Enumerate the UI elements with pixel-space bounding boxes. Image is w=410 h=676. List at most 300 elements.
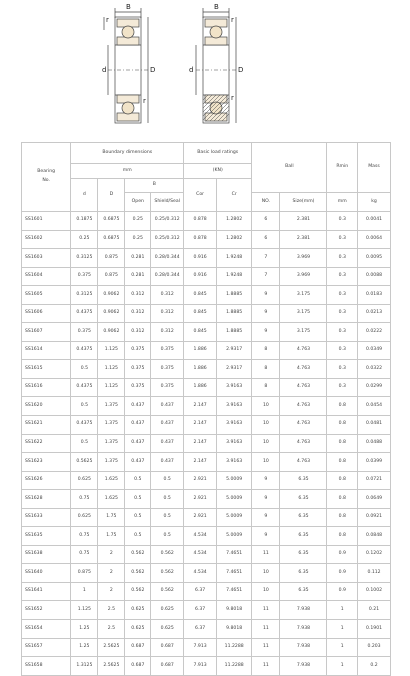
bearing-cell: SS1604 <box>22 267 71 286</box>
bearing-cell: SS1638 <box>22 545 71 564</box>
right-width-label: B <box>214 3 219 11</box>
d-cell: 0.4375 <box>71 341 98 360</box>
mass-cell: 0.0921 <box>358 508 391 527</box>
cr-cell: 7.4651 <box>217 545 252 564</box>
shield-cell: 0.625 <box>151 620 184 639</box>
cr-cell: 1.9248 <box>217 267 252 286</box>
d-cell: 0.4375 <box>71 304 98 323</box>
cor-cell: 2.921 <box>184 471 217 490</box>
cr-cell: 11.2288 <box>217 638 252 657</box>
bearing-cell: SS1615 <box>22 360 71 379</box>
ball-bottom <box>122 102 134 114</box>
ball-no-cell: 8 <box>252 360 280 379</box>
rmin-unit-header: mm <box>327 193 358 212</box>
shield-header: Shield/Seal <box>151 193 184 212</box>
boundary-header: Boundary dimensions <box>71 143 184 164</box>
d-cell: 0.5625 <box>71 453 98 472</box>
cor-cell: 0.916 <box>184 267 217 286</box>
bearing-cell: SS1614 <box>22 341 71 360</box>
cor-cell: 2.147 <box>184 397 217 416</box>
cor-cell: 4.534 <box>184 527 217 546</box>
bearing-cell: SS1601 <box>22 212 71 231</box>
ball-size-cell: 7.938 <box>280 601 327 620</box>
cor-cell: 6.37 <box>184 620 217 639</box>
D-cell: 2.5 <box>98 620 125 639</box>
d-cell: 0.3125 <box>71 286 98 305</box>
rmin-cell: 0.3 <box>327 212 358 231</box>
d-cell: 0.375 <box>71 323 98 342</box>
open-header: Open <box>125 193 151 212</box>
table-row <box>22 564 391 583</box>
mass-cell: 0.0349 <box>358 341 391 360</box>
ball-size-cell: 7.938 <box>280 638 327 657</box>
table-row <box>22 601 391 620</box>
shield-cell: 0.25/0.312 <box>151 212 184 231</box>
table-row <box>22 267 391 286</box>
ball-size-cell: 7.938 <box>280 657 327 676</box>
ball-size-cell: 2.381 <box>280 230 327 249</box>
shield-cell: 0.625 <box>151 601 184 620</box>
d-header: d <box>71 179 98 212</box>
mass-cell: 0.0064 <box>358 230 391 249</box>
shield-cell: 0.5 <box>151 508 184 527</box>
ball-size-cell: 3.175 <box>280 286 327 305</box>
bearing-cell: SS1603 <box>22 249 71 268</box>
bearing-cell: SS1621 <box>22 416 71 435</box>
ball-no-cell: 11 <box>252 620 280 639</box>
d-cell: 0.5 <box>71 360 98 379</box>
mass-unit-header: kg <box>358 193 391 212</box>
d-cell: 0.75 <box>71 527 98 546</box>
mass-cell: 0.1901 <box>358 620 391 639</box>
load-unit-header: (KN) <box>184 164 252 179</box>
cor-cell: 7.913 <box>184 638 217 657</box>
mass-cell: 0.0848 <box>358 527 391 546</box>
bearing-cell: SS1652 <box>22 601 71 620</box>
table-row <box>22 453 391 472</box>
bearing-cell: SS1640 <box>22 564 71 583</box>
shield-cell: 0.437 <box>151 434 184 453</box>
cor-cell: 4.534 <box>184 545 217 564</box>
d-cell: 0.75 <box>71 545 98 564</box>
D-cell: 2.5 <box>98 601 125 620</box>
cor-cell: 2.921 <box>184 508 217 527</box>
boundary-unit-header: mm <box>71 164 184 179</box>
open-cell: 0.687 <box>125 657 151 676</box>
D-cell: 1.125 <box>98 341 125 360</box>
shield-cell: 0.437 <box>151 453 184 472</box>
open-cell: 0.437 <box>125 416 151 435</box>
rmin-cell: 0.8 <box>327 416 358 435</box>
rmin-cell: 1 <box>327 657 358 676</box>
D-cell: 0.6875 <box>98 230 125 249</box>
ball-no-cell: 9 <box>252 286 280 305</box>
rmin-cell: 0.8 <box>327 490 358 509</box>
D-cell: 1.75 <box>98 508 125 527</box>
table-row <box>22 323 391 342</box>
shield-cell: 0.312 <box>151 304 184 323</box>
left-width-label: B <box>126 3 131 11</box>
open-cell: 0.5 <box>125 471 151 490</box>
open-cell: 0.5 <box>125 527 151 546</box>
no-header-label: No. <box>42 178 50 184</box>
bearing-cell: SS1606 <box>22 304 71 323</box>
open-cell: 0.562 <box>125 564 151 583</box>
mass-cell: 0.21 <box>358 601 391 620</box>
table-row <box>22 657 391 676</box>
open-cell: 0.281 <box>125 249 151 268</box>
open-cell: 0.375 <box>125 360 151 379</box>
D-cell: 1.375 <box>98 453 125 472</box>
ball-size-cell: 3.175 <box>280 323 327 342</box>
cor-cell: 7.913 <box>184 657 217 676</box>
load-header: Basic load ratings <box>184 143 252 164</box>
bearing-cell: SS1607 <box>22 323 71 342</box>
open-cell: 0.312 <box>125 286 151 305</box>
mass-cell: 0.112 <box>358 564 391 583</box>
rmin-cell: 1 <box>327 638 358 657</box>
ball-size-cell: 4.763 <box>280 341 327 360</box>
open-cell: 0.25 <box>125 230 151 249</box>
cor-cell: 0.845 <box>184 304 217 323</box>
open-cell: 0.437 <box>125 453 151 472</box>
d-cell: 0.4375 <box>71 378 98 397</box>
bearing-drawings <box>0 0 410 138</box>
cr-cell: 9.8018 <box>217 620 252 639</box>
ball-size-cell: 6.35 <box>280 545 327 564</box>
ball-no-cell: 9 <box>252 471 280 490</box>
d-cell: 0.25 <box>71 230 98 249</box>
bearing-cell: SS1628 <box>22 490 71 509</box>
right-outer-label: D <box>238 66 244 74</box>
open-cell: 0.437 <box>125 434 151 453</box>
ball-no-cell: 10 <box>252 397 280 416</box>
mass-cell: 0.0095 <box>358 249 391 268</box>
open-cell: 0.375 <box>125 378 151 397</box>
cor-cell: 1.886 <box>184 341 217 360</box>
D-cell: 2 <box>98 564 125 583</box>
ball-size-cell: 2.381 <box>280 212 327 231</box>
D-cell: 0.875 <box>98 267 125 286</box>
table-row <box>22 471 391 490</box>
shield-cell: 0.375 <box>151 378 184 397</box>
bearing-cell: SS1622 <box>22 434 71 453</box>
ball-top <box>122 26 134 38</box>
cor-cell: 2.921 <box>184 490 217 509</box>
bearing-spec-table <box>21 142 391 676</box>
cr-cell: 5.0009 <box>217 490 252 509</box>
bearing-cell: SS1633 <box>22 508 71 527</box>
open-cell: 0.437 <box>125 397 151 416</box>
mass-cell: 0.0322 <box>358 360 391 379</box>
mass-cell: 0.2 <box>358 657 391 676</box>
d-cell: 0.4375 <box>71 416 98 435</box>
right-radius-label-2: r <box>231 94 234 102</box>
ball-no-cell: 11 <box>252 638 280 657</box>
bearing-cell: SS1641 <box>22 582 71 601</box>
d-cell: 1.25 <box>71 620 98 639</box>
table-row <box>22 212 391 231</box>
rmin-cell: 1 <box>327 601 358 620</box>
rmin-cell: 1 <box>327 620 358 639</box>
cor-header: Cor <box>184 179 217 212</box>
bearing-cell: SS1605 <box>22 286 71 305</box>
left-bore-label: d <box>102 66 107 74</box>
D-cell: 1.375 <box>98 397 125 416</box>
left-outer-label: D <box>150 66 156 74</box>
rmin-cell: 0.8 <box>327 434 358 453</box>
cor-cell: 0.845 <box>184 286 217 305</box>
bearing-cell: SS1616 <box>22 378 71 397</box>
cr-cell: 2.9317 <box>217 360 252 379</box>
D-cell: 1.375 <box>98 416 125 435</box>
D-cell: 1.625 <box>98 471 125 490</box>
cor-cell: 1.886 <box>184 360 217 379</box>
cr-cell: 7.4651 <box>217 582 252 601</box>
ball-size-header: Size(mm) <box>280 193 327 212</box>
mass-cell: 0.0488 <box>358 434 391 453</box>
table-row <box>22 638 391 657</box>
mass-cell: 0.1202 <box>358 545 391 564</box>
table-row <box>22 230 391 249</box>
D-cell: 0.9062 <box>98 286 125 305</box>
ball-size-cell: 4.763 <box>280 360 327 379</box>
cr-cell: 3.9163 <box>217 453 252 472</box>
mass-cell: 0.0399 <box>358 453 391 472</box>
ball-no-cell: 7 <box>252 249 280 268</box>
ball-size-cell: 4.763 <box>280 453 327 472</box>
shield-cell: 0.437 <box>151 416 184 435</box>
open-cell: 0.687 <box>125 638 151 657</box>
ball-size-cell: 6.35 <box>280 582 327 601</box>
mass-cell: 0.0721 <box>358 471 391 490</box>
table-row <box>22 582 391 601</box>
table-row <box>22 397 391 416</box>
right-bore-label: d <box>189 66 194 74</box>
ball-no-cell: 9 <box>252 304 280 323</box>
cr-cell: 3.9163 <box>217 378 252 397</box>
ball-size-cell: 6.35 <box>280 527 327 546</box>
D-cell: 0.9062 <box>98 323 125 342</box>
ball-no-header: NO. <box>252 193 280 212</box>
rmin-cell: 0.3 <box>327 341 358 360</box>
ball-no-cell: 9 <box>252 323 280 342</box>
d-cell: 0.875 <box>71 564 98 583</box>
bearing-cell: SS1626 <box>22 471 71 490</box>
mass-cell: 0.0481 <box>358 416 391 435</box>
left-radius-label-1: r <box>106 16 109 24</box>
bearing-cell: SS1657 <box>22 638 71 657</box>
ball-no-cell: 11 <box>252 545 280 564</box>
right-radius-label-1: r <box>231 16 234 24</box>
open-cell: 0.625 <box>125 620 151 639</box>
ball-size-cell: 6.35 <box>280 564 327 583</box>
shield-cell: 0.312 <box>151 323 184 342</box>
d-cell: 0.5 <box>71 434 98 453</box>
bearing-no-header <box>22 143 71 212</box>
shield-cell: 0.25/0.312 <box>151 230 184 249</box>
d-cell: 0.625 <box>71 471 98 490</box>
mass-cell: 0.1002 <box>358 582 391 601</box>
table-row <box>22 360 391 379</box>
cr-cell: 1.8885 <box>217 323 252 342</box>
cr-cell: 1.8885 <box>217 304 252 323</box>
rmin-cell: 0.8 <box>327 508 358 527</box>
mass-header: Mass <box>358 143 391 193</box>
mass-cell: 0.0041 <box>358 212 391 231</box>
rmin-cell: 0.3 <box>327 323 358 342</box>
rmin-cell: 0.3 <box>327 267 358 286</box>
D-cell: 0.6875 <box>98 212 125 231</box>
rmin-cell: 0.3 <box>327 249 358 268</box>
ball-size-cell: 3.969 <box>280 267 327 286</box>
ball-header: Ball <box>252 143 327 193</box>
d-cell: 0.75 <box>71 490 98 509</box>
ball-no-cell: 10 <box>252 434 280 453</box>
open-cell: 0.5 <box>125 490 151 509</box>
open-cell: 0.25 <box>125 212 151 231</box>
bearing-cell: SS1602 <box>22 230 71 249</box>
cor-cell: 6.37 <box>184 582 217 601</box>
rmin-cell: 0.9 <box>327 545 358 564</box>
ball-no-cell: 11 <box>252 657 280 676</box>
table-row <box>22 527 391 546</box>
open-cell: 0.5 <box>125 508 151 527</box>
rmin-cell: 0.3 <box>327 304 358 323</box>
ball-no-cell: 9 <box>252 508 280 527</box>
open-cell: 0.375 <box>125 341 151 360</box>
D-cell: 0.875 <box>98 249 125 268</box>
table-row <box>22 490 391 509</box>
d-cell: 0.625 <box>71 508 98 527</box>
d-cell: 1 <box>71 582 98 601</box>
d-cell: 0.375 <box>71 267 98 286</box>
bearing-cell: SS1658 <box>22 657 71 676</box>
rmin-cell: 0.8 <box>327 453 358 472</box>
shield-cell: 0.5 <box>151 490 184 509</box>
rmin-cell: 0.3 <box>327 360 358 379</box>
shield-cell: 0.687 <box>151 638 184 657</box>
cr-cell: 3.9163 <box>217 434 252 453</box>
D-cell: 2 <box>98 582 125 601</box>
shield-cell: 0.687 <box>151 657 184 676</box>
rmin-cell: 0.8 <box>327 471 358 490</box>
rmin-cell: 0.3 <box>327 230 358 249</box>
ball-size-cell: 4.763 <box>280 378 327 397</box>
cr-cell: 1.2802 <box>217 212 252 231</box>
shielded-bearing-drawing <box>196 8 236 123</box>
cor-cell: 2.147 <box>184 434 217 453</box>
table-row <box>22 508 391 527</box>
shield-cell: 0.437 <box>151 397 184 416</box>
cr-cell: 1.2802 <box>217 230 252 249</box>
open-cell: 0.281 <box>125 267 151 286</box>
cr-cell: 9.8018 <box>217 601 252 620</box>
cor-cell: 1.886 <box>184 378 217 397</box>
cr-cell: 5.0009 <box>217 508 252 527</box>
d-cell: 0.3125 <box>71 249 98 268</box>
cr-cell: 2.9317 <box>217 341 252 360</box>
right-ball-top <box>210 26 222 38</box>
mass-cell: 0.0649 <box>358 490 391 509</box>
bearing-cell: SS1620 <box>22 397 71 416</box>
shield-cell: 0.375 <box>151 341 184 360</box>
mass-cell: 0.0454 <box>358 397 391 416</box>
table-row <box>22 620 391 639</box>
left-radius-label-2: r <box>143 97 146 105</box>
cor-cell: 2.147 <box>184 416 217 435</box>
cor-cell: 4.534 <box>184 564 217 583</box>
rmin-cell: 0.9 <box>327 582 358 601</box>
rmin-cell: 0.3 <box>327 286 358 305</box>
right-ball-bottom <box>210 102 222 114</box>
d-cell: 1.3125 <box>71 657 98 676</box>
D-cell: 1.75 <box>98 527 125 546</box>
ball-no-cell: 8 <box>252 378 280 397</box>
ball-size-cell: 4.763 <box>280 416 327 435</box>
cr-cell: 3.9163 <box>217 397 252 416</box>
table-row <box>22 341 391 360</box>
mass-cell: 0.0088 <box>358 267 391 286</box>
shield-cell: 0.28/0.344 <box>151 267 184 286</box>
D-cell: 0.9062 <box>98 304 125 323</box>
ball-no-cell: 10 <box>252 416 280 435</box>
d-cell: 1.25 <box>71 638 98 657</box>
table-row <box>22 416 391 435</box>
ball-size-cell: 3.969 <box>280 249 327 268</box>
ball-size-cell: 6.35 <box>280 508 327 527</box>
D-header: D <box>98 179 125 212</box>
cr-cell: 5.0009 <box>217 471 252 490</box>
shield-cell: 0.375 <box>151 360 184 379</box>
table-row <box>22 434 391 453</box>
ball-no-cell: 7 <box>252 267 280 286</box>
D-cell: 2.5625 <box>98 657 125 676</box>
ball-size-cell: 6.35 <box>280 471 327 490</box>
cr-cell: 1.8885 <box>217 286 252 305</box>
rmin-header: Rmin <box>327 143 358 193</box>
mass-cell: 0.0183 <box>358 286 391 305</box>
shield-cell: 0.562 <box>151 545 184 564</box>
bearing-cross-section-drawings <box>0 0 410 138</box>
ball-size-cell: 4.763 <box>280 434 327 453</box>
D-cell: 1.125 <box>98 360 125 379</box>
cr-header: Cr <box>217 179 252 212</box>
ball-no-cell: 9 <box>252 490 280 509</box>
shield-cell: 0.562 <box>151 582 184 601</box>
ball-no-cell: 9 <box>252 527 280 546</box>
rmin-cell: 0.9 <box>327 564 358 583</box>
open-cell: 0.562 <box>125 545 151 564</box>
D-cell: 1.375 <box>98 434 125 453</box>
ball-no-cell: 10 <box>252 453 280 472</box>
cr-cell: 3.9163 <box>217 416 252 435</box>
d-cell: 1.125 <box>71 601 98 620</box>
ball-size-cell: 4.763 <box>280 397 327 416</box>
table-row <box>22 286 391 305</box>
ball-no-cell: 6 <box>252 230 280 249</box>
shield-cell: 0.562 <box>151 564 184 583</box>
rmin-cell: 0.8 <box>327 397 358 416</box>
ball-no-cell: 6 <box>252 212 280 231</box>
ball-no-cell: 11 <box>252 601 280 620</box>
bearing-header-label: Bearing <box>37 169 56 175</box>
bearing-cell: SS1654 <box>22 620 71 639</box>
shield-cell: 0.5 <box>151 471 184 490</box>
d-cell: 0.5 <box>71 397 98 416</box>
open-cell: 0.625 <box>125 601 151 620</box>
mass-cell: 0.0299 <box>358 378 391 397</box>
